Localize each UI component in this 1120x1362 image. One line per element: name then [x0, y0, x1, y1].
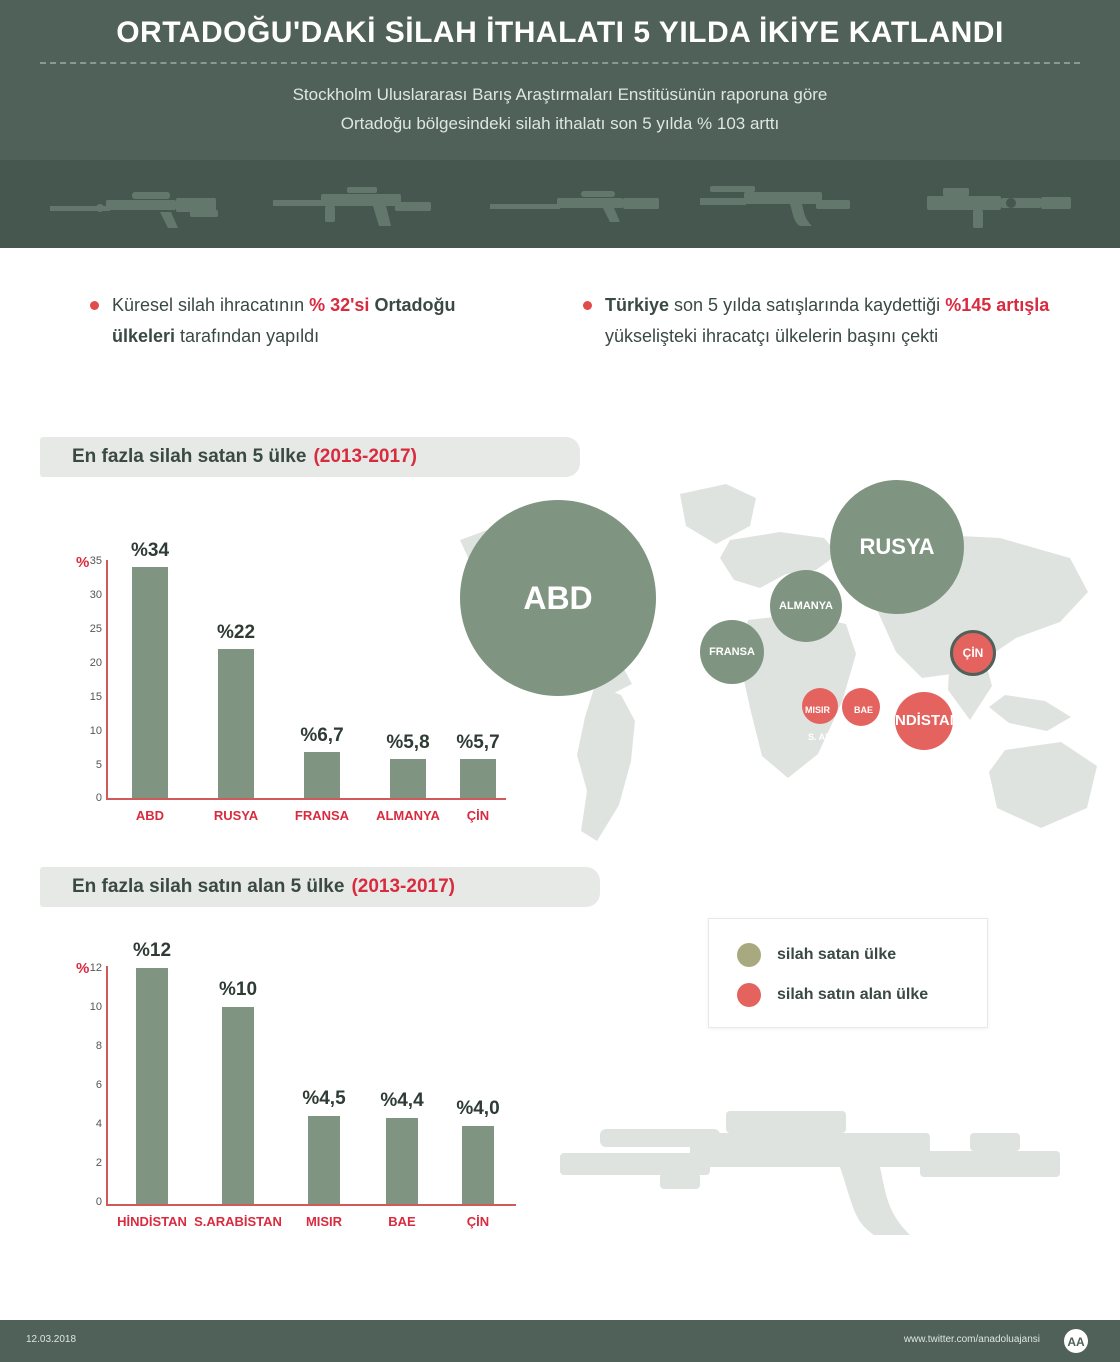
chart2-value-suudi: %10 [218, 979, 258, 1000]
buyers-section-years: (2013-2017) [351, 876, 455, 897]
chart1-bar-fransa [304, 752, 340, 798]
footer-date: 12.03.2018 [26, 1334, 77, 1345]
chart2-bar-cin [462, 1126, 494, 1204]
smg-icon-5 [915, 180, 1085, 234]
buyers-section-title: En fazla silah satın alan 5 ülke [72, 876, 345, 897]
map-bubble-rusya-label: RUSYA [859, 534, 935, 559]
chart1-bar-almanya [390, 759, 426, 798]
map-label-suudi: S. ARABİSTAN [808, 732, 871, 742]
buyers-section-banner [40, 867, 600, 907]
svg-text:AA: AA [1067, 1335, 1085, 1349]
sellers-section-years: (2013-2017) [313, 446, 417, 467]
world-map [430, 470, 1100, 890]
chart2-value-hindistan: %12 [132, 940, 172, 961]
note1-part1: Küresel silah ihracatının [112, 295, 310, 315]
footer-bar [0, 1320, 1120, 1362]
chart1-bar-rusya [218, 649, 254, 798]
chart1-cat-almanya: ALMANYA [376, 808, 440, 823]
ak47-watermark-icon [540, 1085, 1100, 1275]
header-subtitle-line2: Ortadoğu bölgesindeki silah ithalatı son 5 yılda % 103 arttı [340, 114, 780, 133]
map-bubble-fransa [700, 620, 764, 684]
rifle-icon-3 [485, 186, 665, 230]
chart2-cat-suudi: S.ARABİSTAN [194, 1214, 282, 1229]
rifle-icon-1 [40, 182, 240, 232]
legend-dot-seller-icon [737, 943, 761, 967]
legend-item-seller [737, 943, 896, 967]
chart2-value-misir: %4,5 [302, 1088, 346, 1109]
chart1-cat-fransa: FRANSA [294, 808, 350, 823]
note1-bold: Ortadoğu ülkeleri [112, 295, 456, 346]
map-label-bae: BAE [854, 705, 874, 715]
chart1-value-cin: %5,7 [456, 732, 500, 753]
note2-highlight: %145 artışla [945, 295, 1050, 315]
chart1-y-axis [106, 560, 108, 800]
chart1-x-axis [106, 798, 506, 800]
rifle-icon-4 [690, 176, 865, 234]
note1-part3: tarafından yapıldı [175, 326, 320, 346]
chart2-cat-misir: MISIR [305, 1214, 343, 1229]
chart2-cat-hindistan: HİNDİSTAN [117, 1214, 187, 1229]
chart2-x-axis [106, 1204, 516, 1206]
chart2-cat-bae: BAE [388, 1214, 416, 1229]
chart2-bar-hindistan [136, 968, 168, 1204]
chart1-value-rusya: %22 [216, 622, 256, 643]
chart1-ytick: 15 [89, 691, 102, 703]
map-bubble-abd-label: ABD [523, 579, 593, 616]
key-point-1 [112, 290, 512, 352]
map-label-misir: MISIR [805, 705, 831, 715]
legend-item-buyer [737, 983, 928, 1007]
chart2-value-cin: %4,0 [456, 1098, 500, 1119]
aa-logo-icon [1054, 1328, 1098, 1354]
map-legend [708, 918, 988, 1028]
map-bubble-almanya [770, 570, 842, 642]
footer-url[interactable]: www.twitter.com/anadoluajansi [903, 1334, 1040, 1345]
chart2-bar-suudi [222, 1007, 254, 1204]
legend-label-seller: silah satan ülke [777, 946, 897, 963]
map-label-hindistan: HİNDİSTAN [880, 712, 961, 729]
map-bubble-cin-label: ÇİN [962, 646, 984, 660]
chart2-ytick: 2 [95, 1157, 102, 1169]
chart2-ytick: 6 [95, 1079, 102, 1091]
sellers-section-banner [40, 437, 580, 477]
chart2-value-bae: %4,4 [380, 1090, 424, 1111]
note1-highlight: % 32'si [309, 295, 370, 315]
chart2-cat-cin: ÇİN [466, 1214, 490, 1229]
map-bubble-almanya-label: ALMANYA [779, 600, 833, 612]
note2-part2: yükselişteki ihracatçı ülkelerin başını çekti [605, 326, 939, 346]
note2-part1: son 5 yılda satışlarında kaydettiği [669, 295, 946, 315]
chart1-ytick: 35 [89, 555, 102, 567]
legend-label-buyer: silah satın alan ülke [777, 986, 929, 1003]
chart1-value-fransa: %6,7 [300, 725, 344, 746]
sellers-section-title: En fazla silah satan 5 ülke [72, 446, 307, 467]
chart2-ytick: 8 [95, 1040, 102, 1052]
header-subtitle [0, 80, 1120, 138]
header-banner [0, 0, 1120, 248]
rifle-icon-2 [265, 180, 455, 234]
note2-bold: Türkiye [605, 295, 670, 315]
chart2-y-unit: % [76, 960, 90, 977]
chart2-ytick: 12 [89, 962, 102, 974]
chart1-bar-abd [132, 567, 168, 798]
chart1-ytick: 20 [89, 657, 102, 669]
bullet-dot-icon [90, 301, 99, 310]
chart1-cat-abd: ABD [135, 808, 165, 823]
weapon-silhouette-strip [0, 160, 1120, 248]
chart2-bar-bae [386, 1118, 418, 1204]
chart2-bar-misir [308, 1116, 340, 1204]
chart2-y-axis [106, 966, 108, 1206]
chart1-value-abd: %34 [130, 540, 170, 561]
bullet-dot-icon [583, 301, 592, 310]
key-points [0, 270, 1120, 410]
chart2-ytick: 0 [95, 1196, 102, 1208]
chart1-cat-cin: ÇİN [466, 808, 490, 823]
chart1-ytick: 5 [95, 759, 102, 771]
map-bubble-rusya [830, 480, 964, 614]
chart1-ytick: 30 [89, 589, 102, 601]
key-point-2 [605, 290, 1065, 352]
map-bubble-fransa-label: FRANSA [709, 646, 755, 658]
header-divider [40, 62, 1080, 64]
chart1-value-almanya: %5,8 [386, 732, 430, 753]
chart1-cat-rusya: RUSYA [213, 808, 259, 823]
chart1-ytick: 10 [89, 725, 102, 737]
chart1-ytick: 25 [89, 623, 102, 635]
legend-dot-buyer-icon [737, 983, 761, 1007]
map-bubble-cin [950, 630, 996, 676]
chart2-ytick: 10 [89, 1001, 102, 1013]
header-subtitle-line1: Stockholm Uluslararası Barış Araştırmaları Enstitüsünün raporuna göre [292, 85, 828, 104]
chart1-bar-cin [460, 759, 496, 798]
chart1-ytick: 0 [95, 792, 102, 804]
chart2-ytick: 4 [95, 1118, 102, 1130]
sellers-bar-chart [70, 540, 510, 830]
page-title: ORTADOĞU'DAKİ SİLAH İTHALATI 5 YILDA İKİYE KATLANDI [116, 16, 1004, 49]
buyers-bar-chart [70, 940, 510, 1240]
chart1-y-unit: % [76, 554, 90, 571]
